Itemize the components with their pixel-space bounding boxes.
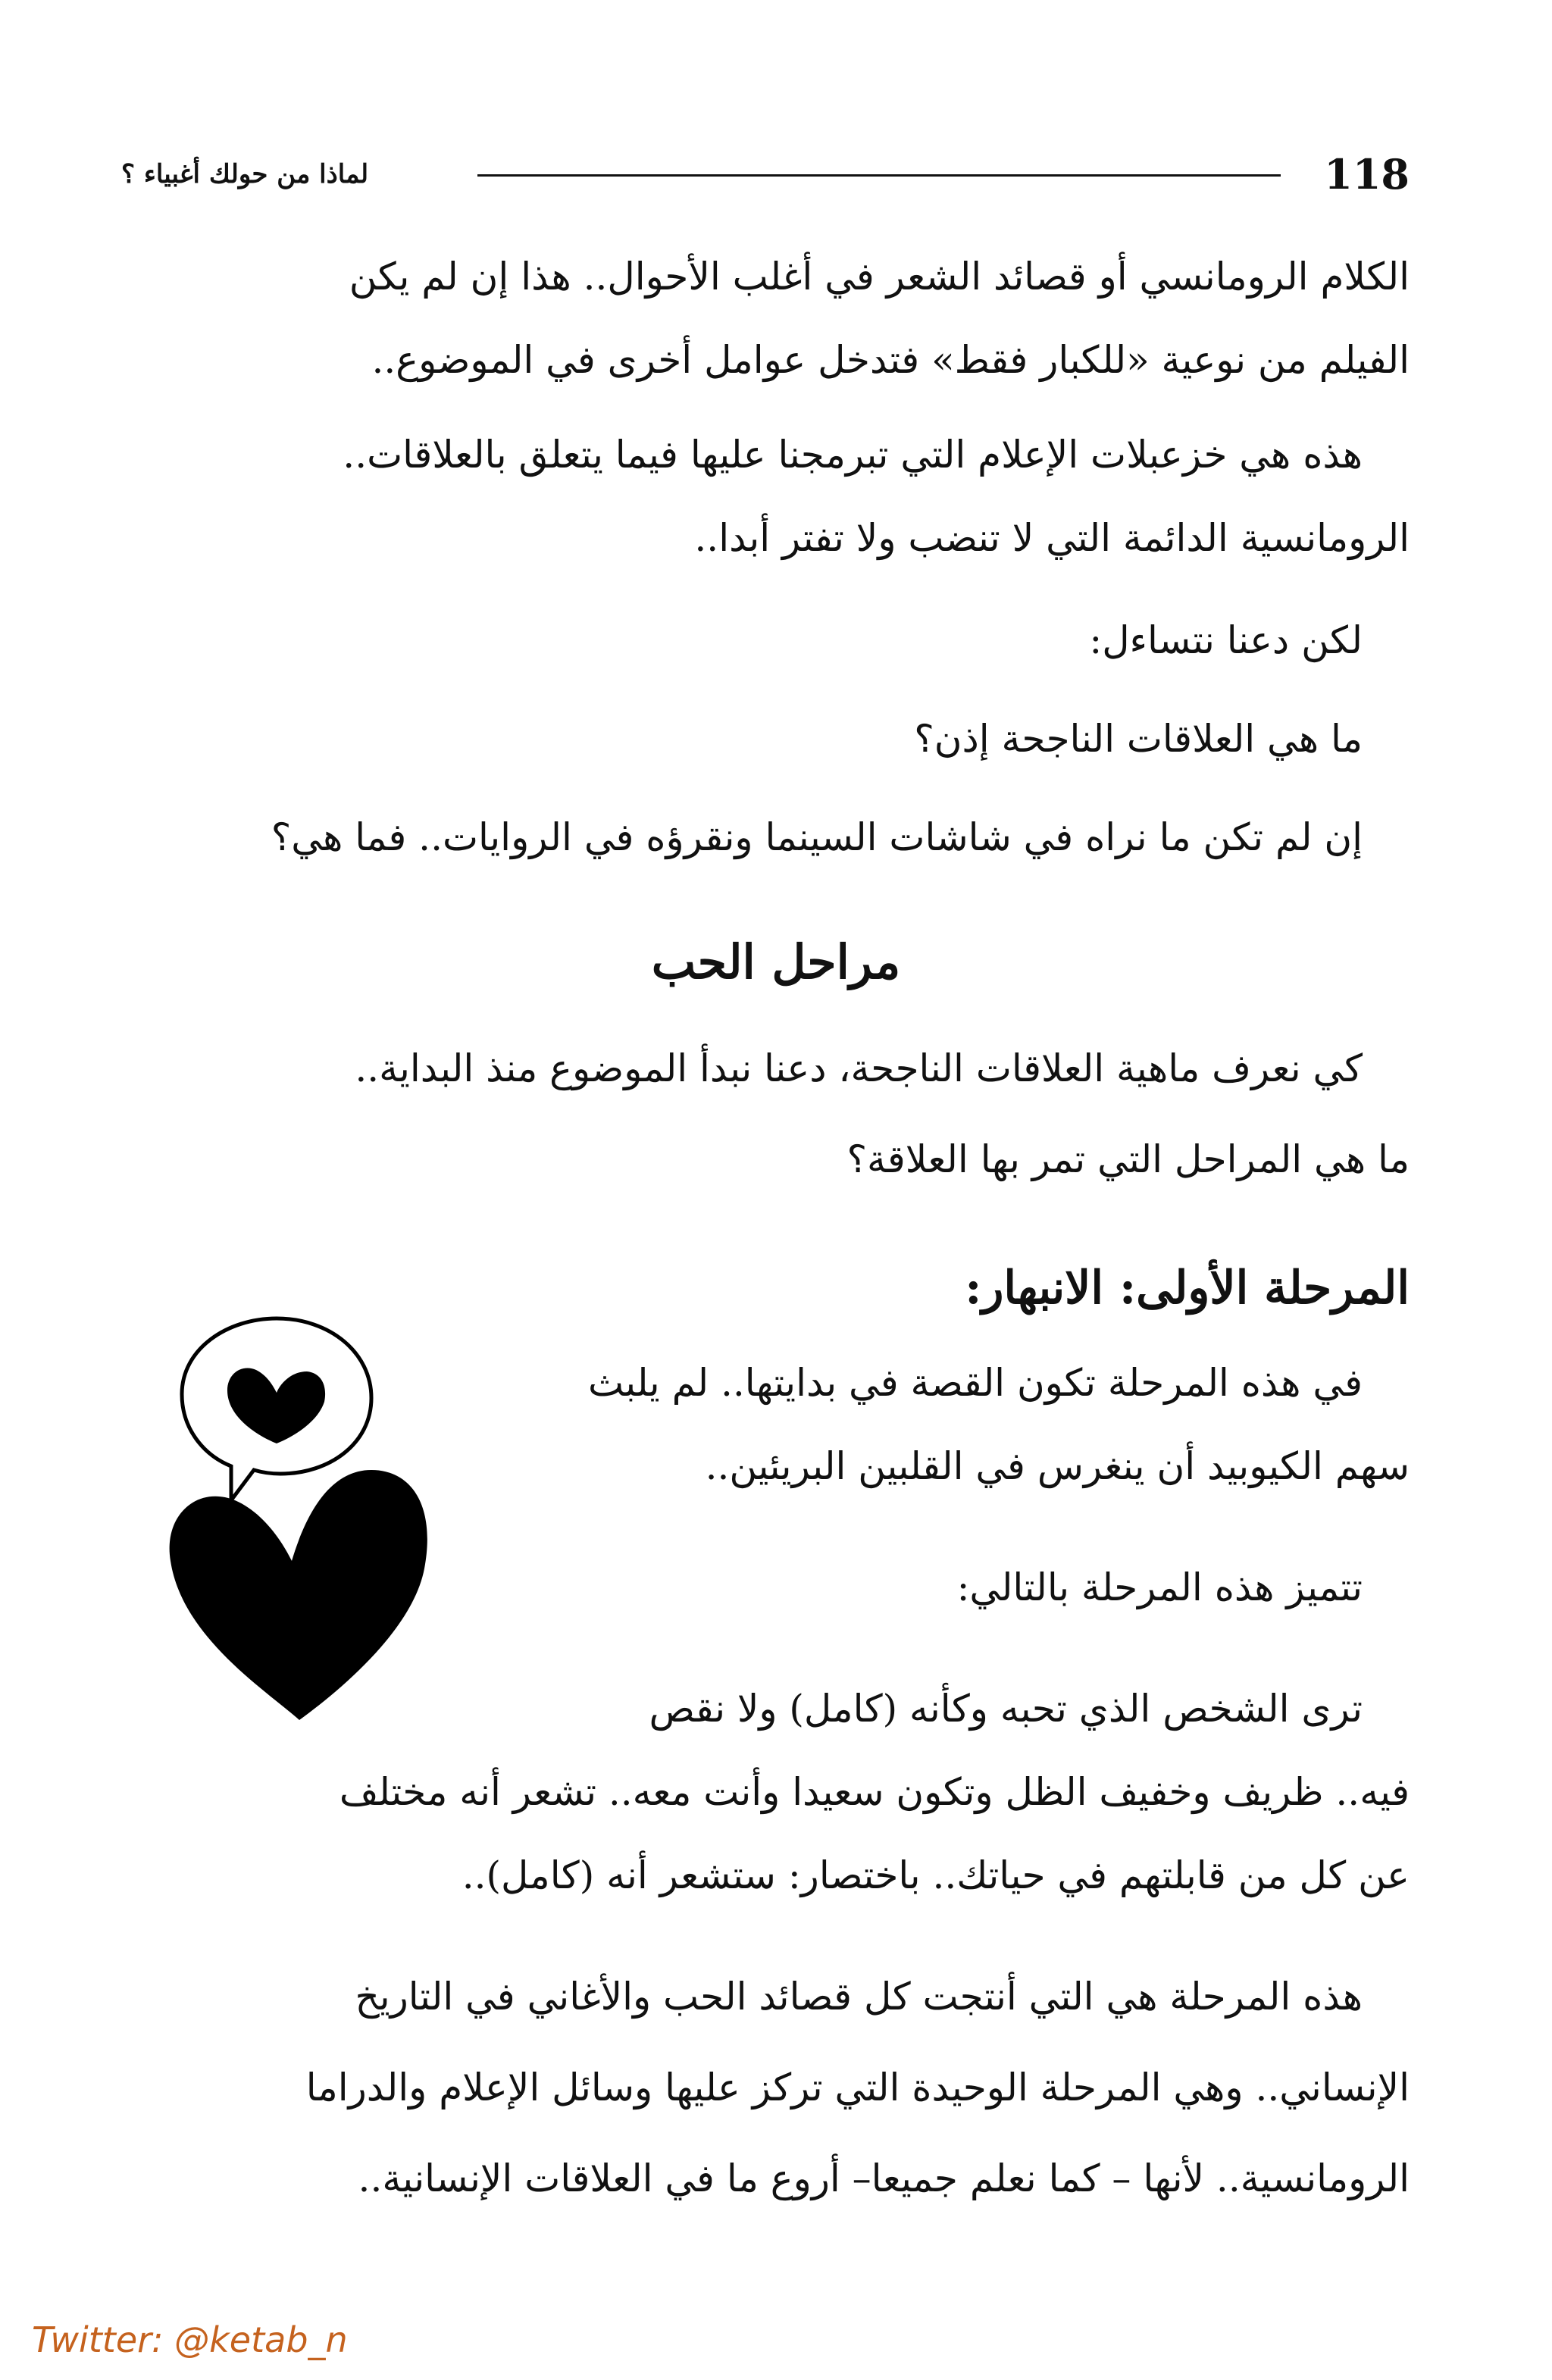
- paragraph-line: الرومانسية.. لأنها – كما نعلم جميعا– أروع ما في العلاقات الإنسانية..: [358, 2156, 1410, 2200]
- speech-bubble: [182, 1318, 371, 1500]
- running-header: [121, 144, 1410, 205]
- paragraph-line: لكن دعنا نتساءل:: [1089, 618, 1363, 662]
- paragraph-line: هذه المرحلة هي التي أنتجت كل قصائد الحب والأغاني في التاريخ: [355, 1975, 1363, 2019]
- page-number: 118: [1324, 150, 1410, 199]
- paragraph-line: الكلام الرومانسي أو قصائد الشعر في أغلب الأحوال.. هذا إن لم يكن: [349, 255, 1410, 299]
- subsection-heading: المرحلة الأولى: الانبهار:: [965, 1262, 1410, 1315]
- large-heart: [170, 1470, 427, 1720]
- paragraph-line: كي نعرف ماهية العلاقات الناجحة، دعنا نبدأ الموضوع منذ البداية..: [355, 1046, 1363, 1090]
- paragraph-line: في هذه المرحلة تكون القصة في بدايتها.. لم يلبث: [588, 1361, 1363, 1405]
- paragraph-line: ما هي العلاقات الناجحة إذن؟: [914, 717, 1363, 761]
- paragraph-line: الرومانسية الدائمة التي لا تنضب ولا تفتر أبدا..: [694, 516, 1410, 560]
- watermark: Twitter: @ketab_n: [32, 2319, 348, 2360]
- paragraph-line: عن كل من قابلتهم في حياتك.. باختصار: ستشعر أنه (كامل)..: [462, 1853, 1410, 1897]
- paragraph-line: الفيلم من نوعية «للكبار فقط» فتدخل عوامل أخرى في الموضوع..: [371, 338, 1410, 382]
- paragraph-line: فيه.. ظريف وخفيف الظل وتكون سعيدا وأنت معه.. تشعر أنه مختلف: [339, 1770, 1410, 1814]
- paragraph-line: ما هي المراحل التي تمر بها العلاقة؟: [846, 1137, 1410, 1181]
- header-rule: [477, 174, 1281, 177]
- paragraph-line: تتميز هذه المرحلة بالتالي:: [956, 1565, 1363, 1609]
- heart-speech-bubble-icon: [136, 1311, 455, 1735]
- paragraph-line: الإنساني.. وهي المرحلة الوحيدة التي تركز عليها وسائل الإعلام والدراما: [305, 2066, 1410, 2109]
- running-title: لماذا من حولك أغبياء ؟: [121, 159, 369, 189]
- small-heart: [227, 1368, 325, 1443]
- paragraph-line: إن لم تكن ما نراه في شاشات السينما ونقرؤه في الروايات.. فما هي؟: [271, 815, 1363, 859]
- paragraph-line: ترى الشخص الذي تحبه وكأنه (كامل) ولا نقص: [649, 1687, 1363, 1731]
- section-heading: مراحل الحب: [651, 934, 901, 990]
- paragraph-line: سهم الكيوبيد أن ينغرس في القلبين البريئين..: [705, 1444, 1410, 1488]
- paragraph-line: هذه هي خزعبلات الإعلام التي تبرمجنا عليها فيما يتعلق بالعلاقات..: [343, 433, 1363, 477]
